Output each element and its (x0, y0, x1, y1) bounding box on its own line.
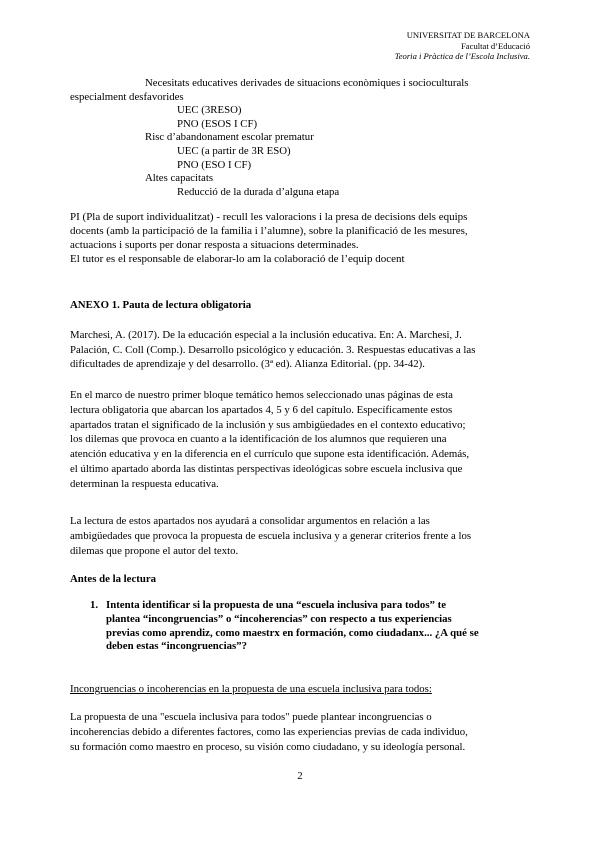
pi-line: PI (Pla de suport individualitzat) - recull les valoracions i la presa de decisions dels equips (70, 211, 468, 223)
list-item: UEC (a partir de 3R ESO) (177, 144, 291, 157)
question-item (90, 599, 530, 654)
pi-line: docents (amb la participació de la familia i l’alumne), sobre la planificació de les mesures, (70, 225, 468, 237)
antes-heading: Antes de la lectura (70, 573, 157, 585)
header-faculty: Facultat d’Educació (461, 40, 530, 51)
reference-line: Marchesi, A. (2017). De la educación especial a la inclusión educativa. En: A. Marchesi, J. (70, 329, 462, 341)
anexo-title: ANEXO 1. Pauta de lectura obligatoria (70, 299, 252, 311)
paragraph-line: atención educativa y en la diferencia en el currículo que supone esta identificación. Además, (70, 448, 470, 461)
question-number: 1. (90, 599, 99, 611)
answer-paragraph (70, 710, 530, 754)
paragraph-line: el último apartado aborda las distintas perspectivas ideológicas sobre escuela inclusiva que (70, 462, 463, 475)
question-line: deben estas “incongruencias”? (106, 640, 247, 653)
list-item: Altes capacitats (145, 172, 214, 185)
paragraph-line: ambigüedades que provoca la propuesta de escuela inclusiva y a generar criterios frente a los (70, 529, 472, 542)
list-item: PNO (ESOS I CF) (177, 117, 258, 130)
intro-paragraph (70, 388, 530, 492)
reference-line: Palación, C. Coll (Comp.). Desarrollo psicológico y educación. 3. Respuestas educativas a las (70, 343, 476, 356)
needs-list (70, 77, 530, 199)
pi-line: actuacions i suports per donar resposta a situacions determinades. (70, 239, 359, 251)
pi-line: El tutor es el responsable de elaborar-lo am la colaboració de l’equip docent (70, 253, 405, 265)
header-university: UNIVERSITAT DE BARCELONA (406, 30, 530, 40)
answer-line: La propuesta de una "escuela inclusiva para todos" puede plantear incongruencias o (70, 711, 432, 723)
question-line: Intenta identificar si la propuesta de una “escuela inclusiva para todos” te (106, 599, 447, 611)
list-item: PNO (ESO I CF) (177, 158, 252, 171)
answer-line: su formación como maestro en proceso, su visión como ciudadano, y su ideología personal. (70, 740, 466, 753)
list-item: Risc d’abandonament escolar prematur (145, 131, 314, 144)
paragraph-line: En el marco de nuestro primer bloque temático hemos seleccionado unas páginas de esta (70, 389, 453, 401)
list-intro-line: especialment desfavorides (70, 90, 184, 103)
reference-paragraph (70, 328, 530, 372)
page-header (395, 30, 530, 62)
question-line: plantea “incongruencias” o “incoherencias” con respecto a tus experiencias (106, 612, 452, 625)
paragraph-line: determinan la respuesta educativa. (70, 477, 219, 490)
paragraph-line: lectura obligatoria que abarcan los apartados 4, 5 y 6 del capítulo. Específicamente estos (70, 403, 453, 416)
header-course: Teoria i Pràctica de l’Escola Inclusiva. (394, 51, 530, 61)
paragraph-line: los dilemas que provoca en cuanto a la identificación de los alumnos que requieren una (70, 433, 447, 446)
question-line: previas como aprendiz, como maestrx en formación, como ciudadanx... ¿A qué se (106, 626, 479, 639)
paragraph-line: apartados tratan el significado de la inclusión y sus ambigüedades en el contexto educativo; (70, 418, 466, 431)
paragraph-line: dilemas que propone el autor del texto. (70, 544, 239, 557)
reading-paragraph (70, 514, 530, 558)
paragraph-line: La lectura de estos apartados nos ayudará a consolidar argumentos en relación a las (70, 515, 430, 527)
reference-line: dificultades de aprendizaje y del desarrollo. (3ª ed). Alianza Editorial. (pp. 34-42). (70, 358, 425, 370)
list-item: Reducció de la durada d’alguna etapa (177, 185, 340, 198)
list-item: UEC (3RESO) (177, 104, 242, 117)
underlined-heading: Incongruencias o incoherencias en la propuesta de una escuela inclusiva para todos: (70, 683, 432, 695)
pi-paragraph (70, 210, 530, 266)
page-number: 2 (297, 770, 303, 782)
list-intro-line: Necesitats educatives derivades de situacions econòmiques i socioculturals (145, 77, 469, 89)
answer-line: incoherencias debido a diferentes factores, como las experiencias previas de cada individuo, (70, 725, 468, 738)
